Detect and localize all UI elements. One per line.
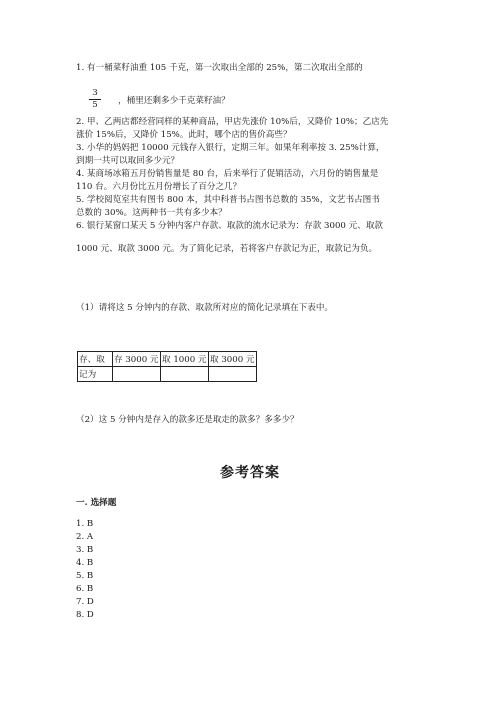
question-2-line-1: 2. 甲、乙两店都经营同样的某种商品，甲店先涨价 10%后，又降价 10%；乙店先 <box>76 117 389 127</box>
answer-item: 1. B <box>76 519 94 529</box>
question-4-line-2: 110 台。六月份比五月份增长了百分之几？ <box>76 182 242 192</box>
answer-item: 2. A <box>76 532 94 542</box>
record-table <box>77 351 257 382</box>
question-4-line-1: 4. 某商场冰箱五月份销售量是 80 台，后来举行了促销活动，六月份的销售量是 <box>76 169 379 179</box>
question-5-line-2: 总数的 30%。这两种书一共有多少本？ <box>76 208 227 218</box>
table-cell <box>161 367 209 382</box>
question-6-line-2: 1000 元、取款 3000 元。为了简化记录，若将客户存款记为正，取款记为负。 <box>76 244 378 254</box>
table-cell <box>113 367 161 382</box>
answer-item: 7. D <box>76 597 94 607</box>
fraction-denominator: 5 <box>92 100 98 110</box>
answer-item: 5. B <box>76 571 94 581</box>
question-5-line-1: 5. 学校阅览室共有图书 800 本，其中科普书占图书总数的 35%，文艺书占图书 <box>76 195 380 205</box>
table-cell: 存、取 <box>78 352 113 367</box>
table-cell: 取 1000 元 <box>161 352 209 367</box>
answer-item: 4. B <box>76 558 94 568</box>
question-3-line-1: 3. 小华的妈妈把 10000 元钱存入银行，定期三年。如果年利率按 3. 25%计算， <box>76 143 385 153</box>
fraction-three-fifths <box>88 88 102 111</box>
table-row <box>78 367 257 382</box>
question-6-subquestion-2: （2）这 5 分钟内是存入的款多还是取走的款多？多多少？ <box>76 415 299 425</box>
answer-item: 3. B <box>76 545 94 555</box>
question-1-continuation: ，桶里还剩多少千克菜籽油？ <box>118 96 230 106</box>
table-cell: 取 3000 元 <box>209 352 257 367</box>
table-cell: 存 3000 元 <box>113 352 161 367</box>
question-6-line-1: 6. 银行某窗口某天 5 分钟内客户存款、取款的流水记录为：存款 3000 元、取款 <box>76 221 384 231</box>
table-cell <box>209 367 257 382</box>
question-6-subquestion-1: （1）请将这 5 分钟内的存款、取款所对应的简化记录填在下表中。 <box>76 303 334 313</box>
question-2-line-2: 涨价 15%后，又降价 15%。此时，哪个店的售价高些？ <box>76 130 292 140</box>
answer-item: 6. B <box>76 584 94 594</box>
answer-section-heading: 一. 选择题 <box>76 498 117 508</box>
fraction-numerator: 3 <box>92 88 98 98</box>
table-cell: 记为 <box>78 367 113 382</box>
question-1-text: 1. 有一桶菜籽油重 105 千克，第一次取出全部的 25%，第二次取出全部的 <box>76 63 363 73</box>
question-3-line-2: 到期一共可以取回多少元？ <box>76 156 180 166</box>
table-row <box>78 352 257 367</box>
answer-title: 参考答案 <box>220 465 280 481</box>
answer-item: 8. D <box>76 610 94 620</box>
